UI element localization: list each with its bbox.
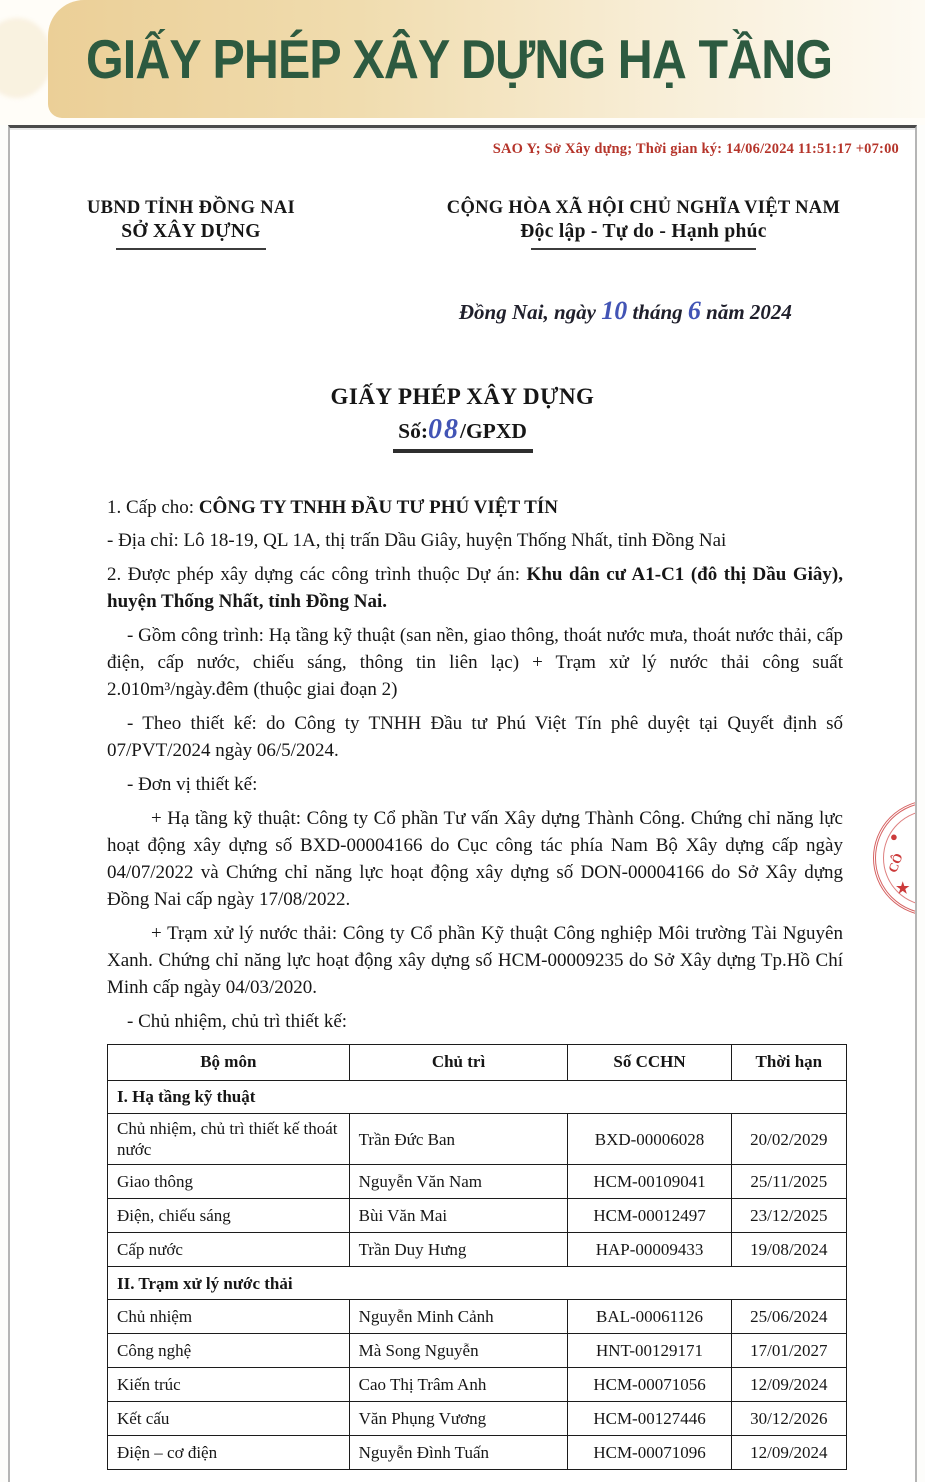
cell-so-cchn: HCM-00012497 bbox=[568, 1199, 731, 1233]
national-motto-block bbox=[372, 198, 915, 250]
handwritten-permit-number: 08 bbox=[427, 414, 460, 445]
permit-number-underline bbox=[393, 449, 533, 453]
cell-chu-tri: Cao Thị Trâm Anh bbox=[349, 1368, 568, 1402]
cell-thoi-han: 12/09/2024 bbox=[731, 1368, 846, 1402]
cell-bo-mon: Chủ nhiệm, chủ trì thiết kế thoát nước bbox=[108, 1113, 350, 1165]
table-body bbox=[108, 1080, 847, 1470]
grantee-company: CÔNG TY TNHH ĐẦU TƯ PHÚ VIỆT TÍN bbox=[198, 496, 558, 518]
number-suffix: /GPXD bbox=[459, 419, 527, 443]
cell-so-cchn: HAP-00009433 bbox=[568, 1233, 731, 1267]
cell-chu-tri: Văn Phụng Vương bbox=[349, 1402, 568, 1436]
document-header bbox=[10, 198, 915, 250]
handwritten-month: 6 bbox=[687, 296, 701, 325]
cell-so-cchn: HCM-00071096 bbox=[568, 1436, 731, 1470]
table-section-row bbox=[108, 1267, 847, 1300]
permit-number-line bbox=[10, 414, 915, 446]
motto-underline bbox=[531, 248, 756, 250]
cell-thoi-han: 30/12/2026 bbox=[731, 1402, 846, 1436]
cell-bo-mon: Chủ nhiệm bbox=[108, 1300, 350, 1334]
issuer-department: SỞ XÂY DỰNG bbox=[121, 221, 261, 242]
title-banner bbox=[48, 0, 925, 118]
table-header-row bbox=[108, 1044, 847, 1080]
cell-bo-mon: Điện – cơ điện bbox=[108, 1436, 350, 1470]
cell-so-cchn: BXD-00006028 bbox=[568, 1113, 731, 1165]
table-header-0: Bộ môn bbox=[108, 1044, 350, 1080]
cell-so-cchn: HCM-00127446 bbox=[568, 1402, 731, 1436]
table-section-row bbox=[108, 1080, 847, 1113]
permit-title: GIẤY PHÉP XÂY DỰNG bbox=[330, 384, 595, 409]
cell-thoi-han: 20/02/2029 bbox=[731, 1113, 846, 1165]
project-label: 2. Được phép xây dựng các công trình thuộc Dự án: bbox=[107, 564, 527, 586]
permit-body bbox=[107, 495, 843, 1036]
cell-so-cchn: HCM-00071056 bbox=[568, 1368, 731, 1402]
grantee-label: 1. Cấp cho: bbox=[107, 496, 199, 518]
cell-bo-mon: Giao thông bbox=[108, 1165, 350, 1199]
table-header-1: Chủ trì bbox=[349, 1044, 568, 1080]
cell-chu-tri: Nguyễn Văn Nam bbox=[349, 1165, 568, 1199]
cell-thoi-han: 12/09/2024 bbox=[731, 1436, 846, 1470]
table-row bbox=[108, 1402, 847, 1436]
table-row bbox=[108, 1300, 847, 1334]
section-label: I. Hạ tầng kỹ thuật bbox=[108, 1080, 847, 1113]
table-row bbox=[108, 1368, 847, 1402]
project-name: Khu dân cư A1-C1 (đô thị Dầu Giây), huyện Thống Nhất, tỉnh Đồng Nai. bbox=[107, 564, 843, 613]
cell-chu-tri: Nguyễn Đình Tuấn bbox=[349, 1436, 568, 1470]
cell-so-cchn: HNT-00129171 bbox=[568, 1334, 731, 1368]
cell-chu-tri: Nguyễn Minh Cảnh bbox=[349, 1300, 568, 1334]
issuer-underline bbox=[116, 248, 266, 250]
handwritten-day: 10 bbox=[601, 296, 628, 325]
paragraph-project bbox=[107, 562, 843, 616]
national-motto: Độc lập - Tự do - Hạnh phúc bbox=[520, 221, 767, 242]
paragraph-works: - Gồm công trình: Hạ tầng kỹ thuật (san nền, giao thông, thoát nước mưa, thoát nước thải, cấp điện, cấp nước, chiếu sáng, thông tin liên lạc) + Trạm xử lý nước thải công suất 2.010m³/ngày.đêm (thuộc giai đoạn 2) bbox=[107, 625, 843, 701]
paragraph-design-unit-label: - Đơn vị thiết kế: bbox=[127, 774, 258, 796]
cell-chu-tri: Bùi Văn Mai bbox=[349, 1199, 568, 1233]
section-label: II. Trạm xử lý nước thải bbox=[108, 1267, 847, 1300]
decorative-blob bbox=[0, 18, 52, 98]
cell-chu-tri: Trần Duy Hưng bbox=[349, 1233, 568, 1267]
table-row bbox=[108, 1199, 847, 1233]
page-title: GIẤY PHÉP XÂY DỰNG HẠ TẦNG bbox=[86, 28, 833, 90]
table-header-2: Số CCHN bbox=[568, 1044, 731, 1080]
paragraph-grantee bbox=[107, 495, 843, 522]
number-label: Số: bbox=[398, 419, 428, 443]
paragraph-design-approval: - Theo thiết kế: do Công ty TNHH Đầu tư Phú Việt Tín phê duyệt tại Quyết định số 07/PVT/2024 ngày 06/5/2024. bbox=[107, 713, 843, 762]
cell-bo-mon: Kết cấu bbox=[108, 1402, 350, 1436]
date-line bbox=[354, 296, 897, 326]
table-header-3: Thời hạn bbox=[731, 1044, 846, 1080]
document-page bbox=[8, 125, 917, 1482]
date-mid: tháng bbox=[632, 300, 683, 324]
paragraph-designers-label: - Chủ nhiệm, chủ trì thiết kế: bbox=[127, 1010, 348, 1032]
table-row bbox=[108, 1436, 847, 1470]
digital-copy-stamp-text: SAO Y; Sở Xây dựng; Thời gian ký: 14/06/2024 11:51:17 +07:00 bbox=[492, 141, 899, 157]
cell-bo-mon: Kiến trúc bbox=[108, 1368, 350, 1402]
cell-thoi-han: 23/12/2025 bbox=[731, 1199, 846, 1233]
cell-chu-tri: Mà Song Nguyễn bbox=[349, 1334, 568, 1368]
cell-thoi-han: 17/01/2027 bbox=[731, 1334, 846, 1368]
cell-thoi-han: 19/08/2024 bbox=[731, 1233, 846, 1267]
red-seal-icon: ● CÔ ★ bbox=[873, 800, 917, 916]
paragraph-address: - Địa chỉ: Lô 18-19, QL 1A, thị trấn Dầu Giây, huyện Thống Nhất, tỉnh Đồng Nai bbox=[107, 530, 727, 552]
national-title: CỘNG HÒA XÃ HỘI CHỦ NGHĨA VIỆT NAM bbox=[446, 198, 841, 218]
date-suffix: năm 2024 bbox=[706, 300, 792, 324]
paragraph-wastewater-designer: + Trạm xử lý nước thải: Công ty Cổ phần Kỹ thuật Công nghiệp Môi trường Tài Nguyên Xanh. Chứng chỉ năng lực hoạt động xây dựng số HCM-00009235 do Sở Xây dựng Tp.Hồ Chí Minh cấp ngày 04/03/2020. bbox=[107, 923, 843, 998]
table-row bbox=[108, 1233, 847, 1267]
cell-bo-mon: Công nghệ bbox=[108, 1334, 350, 1368]
cell-thoi-han: 25/06/2024 bbox=[731, 1300, 846, 1334]
table-row bbox=[108, 1165, 847, 1199]
cell-so-cchn: HCM-00109041 bbox=[568, 1165, 731, 1199]
cell-thoi-han: 25/11/2025 bbox=[731, 1165, 846, 1199]
cell-bo-mon: Cấp nước bbox=[108, 1233, 350, 1267]
issuer-province: UBND TỈNH ĐỒNG NAI bbox=[86, 198, 296, 218]
table-row bbox=[108, 1113, 847, 1165]
table-row bbox=[108, 1334, 847, 1368]
cell-bo-mon: Điện, chiếu sáng bbox=[108, 1199, 350, 1233]
cell-chu-tri: Trần Đức Ban bbox=[349, 1113, 568, 1165]
designers-table bbox=[107, 1044, 847, 1471]
cell-so-cchn: BAL-00061126 bbox=[568, 1300, 731, 1334]
issuing-agency-block bbox=[10, 198, 372, 250]
paragraph-infrastructure-designer: + Hạ tầng kỹ thuật: Công ty Cổ phần Tư vấn Xây dựng Thành Công. Chứng chỉ năng lực hoạt động xây dựng số BXD-00004166 do Cục công tác phía Nam Bộ Xây dựng cấp ngày 04/07/2022 và Chứng chỉ năng lực hoạt động xây dựng số DON-00004166 do Sở Xây dựng Đồng Nai cấp ngày 17/08/2022. bbox=[107, 808, 843, 911]
banner-background bbox=[0, 0, 925, 125]
date-prefix: Đồng Nai, ngày bbox=[458, 300, 596, 324]
